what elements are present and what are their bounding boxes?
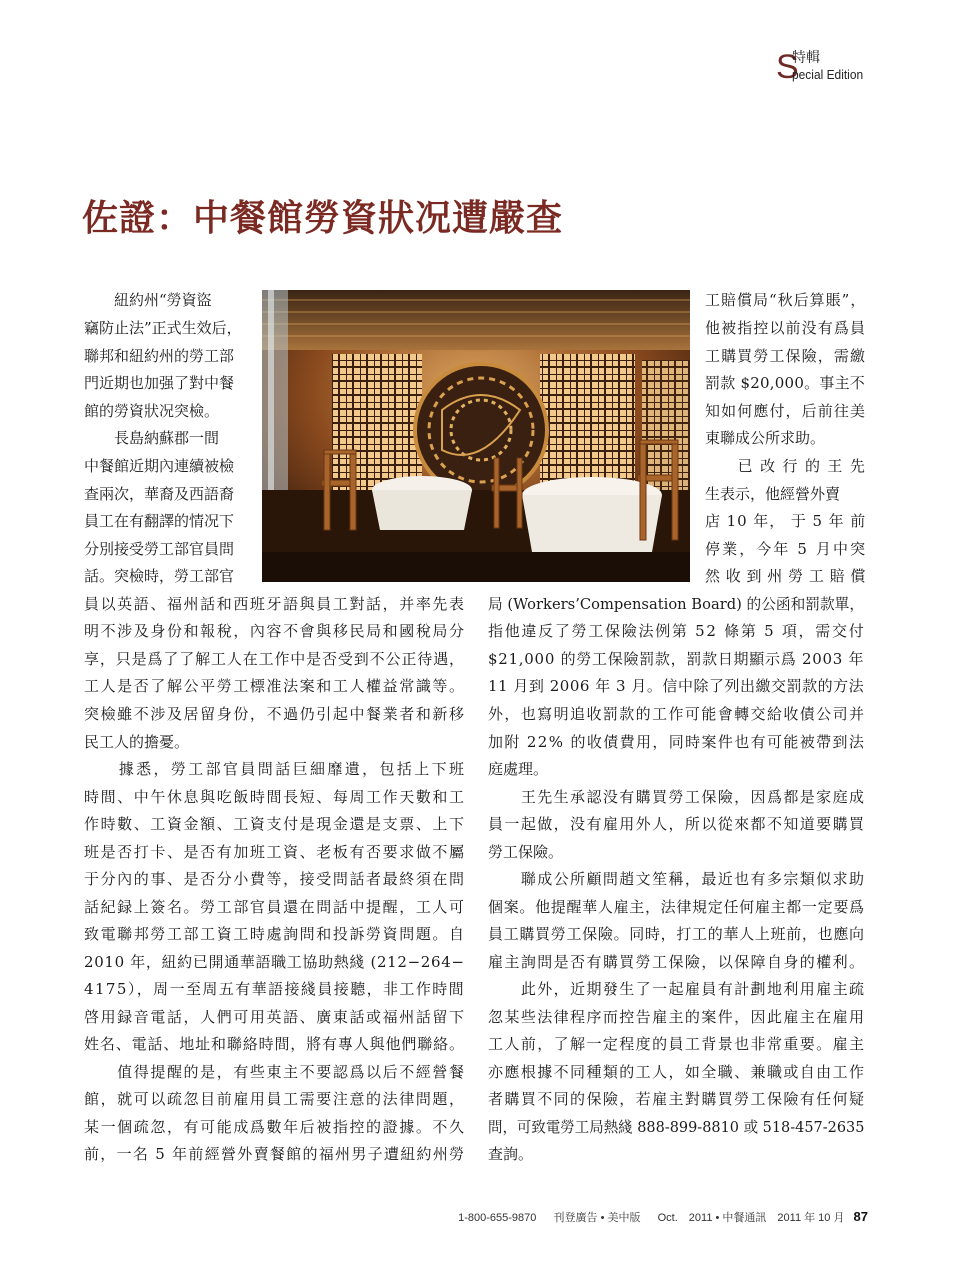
text-line: 明不涉及身份和報稅，內容不會與移民局和國稅局分 <box>84 622 466 640</box>
text-line: 然 收 到 州 勞 工 賠 償 <box>705 567 866 585</box>
text-line: 竊防止法”正式生效后， <box>84 319 242 337</box>
text-line: 館的勞資狀况突檢。 <box>84 402 220 420</box>
text-line: 工購買勞工保險，需繳 <box>705 347 867 365</box>
text-line: 某一個疏忽，有可能成爲數年后被指控的證據。不久 <box>84 1118 466 1136</box>
text-line: 他被指控以前没有爲員 <box>705 319 867 337</box>
text-line: 停業，今年 5 月中突 <box>705 540 868 558</box>
text-line: 于分內的事、是否分小費等，接受問話者最終須在問 <box>84 870 466 888</box>
text-line: 員工購買勞工保險。同時，打工的華人上班前，也應向 <box>488 925 865 943</box>
text-line: 工人前，了解一定程度的員工背景也非常重要。雇主 <box>488 1035 866 1053</box>
text-line: 店 10 年， 于 5 年 前 <box>705 512 867 530</box>
text-line: 啓用録音電話，人們可用英語、廣東話或福州話留下 <box>84 1008 466 1026</box>
text-line: 突檢雖不涉及居留身份，不過仍引起中餐業者和新移 <box>84 705 466 723</box>
text-line: 4175），周一至周五有華語接綫員接聽，非工作時間 <box>84 980 466 998</box>
text-line: 庭處理。 <box>488 760 549 778</box>
text-line: 此外，近期發生了一起雇員有計劃地利用雇主疏 <box>488 980 866 998</box>
text-line: 話紀録上簽名。勞工部官員還在問話中提醒，工人可 <box>84 898 466 916</box>
text-line: 工人是否了解公平勞工標准法案和工人權益常識等。 <box>84 677 466 695</box>
text-line: 東聯成公所求助。 <box>705 429 826 447</box>
text-line: 查詢。 <box>488 1145 534 1163</box>
text-line: 分別接受勞工部官員問 <box>84 540 235 558</box>
text-line: 局 (Workers’Compensation Board) 的公函和罰款單， <box>488 595 865 613</box>
text-line: 生表示，他經營外賣 <box>705 485 841 503</box>
text-line: 雇主詢問是否有購買勞工保險，以保障自身的權利。 <box>488 953 866 971</box>
text-line: 員一起做，没有雇用外人，所以從來都不知道要購買 <box>488 815 866 833</box>
text-line: 者購買不同的保險，若雇主對購買勞工保險有任何疑 <box>488 1090 866 1108</box>
restaurant-photo <box>262 290 690 582</box>
footer-phone: 1-800-655-9870 <box>458 1212 537 1224</box>
text-line: $21,000 的勞工保險罰款，罰款日期顯示爲 2003 年 <box>488 650 865 668</box>
page-footer <box>458 1209 868 1226</box>
text-line: 致電聯邦勞工部工資工時處詢問和投訴勞資問題。自 <box>84 925 466 943</box>
text-line: 時間、中午休息與吃飯時間長短、每周工作天數和工 <box>84 788 466 806</box>
text-line: 忽某些法律程序而控告雇主的案件，因此雇主在雇用 <box>488 1008 866 1026</box>
text-line: 罰款 $20,000。事主不 <box>705 374 866 392</box>
footer-ad-label: 刊登廣告 • 美中版 <box>553 1212 641 1224</box>
text-line: 作時數、工資金額、工資支付是現金還是支票、上下 <box>84 815 466 833</box>
text-line: 中餐館近期內連續被檢 <box>84 457 235 475</box>
text-line: 指他違反了勞工保險法例第 52 條第 5 項，需交付 <box>488 622 866 640</box>
text-line: 話。突檢時，勞工部官 <box>84 567 235 585</box>
text-line: 館，就可以疏忽目前雇用員工需要注意的法律問題， <box>84 1090 466 1108</box>
text-line: 11 月到 2006 年 3 月。信中除了列出繳交罰款的方法 <box>488 677 865 695</box>
text-line: 享，只是爲了了解工人在工作中是否受到不公正待遇， <box>84 650 465 668</box>
text-line: 員以英語、福州話和西班牙語與員工對話，并率先表 <box>84 595 466 613</box>
text-line: 個案。他提醒華人雇主，法律規定任何雇主都一定要爲 <box>488 898 865 916</box>
section-tag <box>776 48 896 88</box>
restaurant-photo-illustration <box>262 290 690 582</box>
text-line: 問，可致電勞工局熱綫 888-899-8810 或 518-457-2635 <box>488 1118 865 1136</box>
page-number: 87 <box>853 1209 868 1224</box>
text-line: 王先生承認没有購買勞工保險，因爲都是家庭成 <box>488 788 866 806</box>
text-line: 已 改 行 的 王 先 <box>705 457 867 475</box>
text-line: 聯邦和紐約州的勞工部 <box>84 347 235 365</box>
text-line: 查兩次，華裔及西語裔 <box>84 485 235 503</box>
text-line: 工賠償局“秋后算賬”， <box>705 291 867 309</box>
section-title-zh: 特輯 <box>792 50 820 66</box>
text-line: 加附 22% 的收債費用，同時案件也有可能被帶到法 <box>488 733 866 751</box>
text-line: 知如何應付，后前往美 <box>705 402 867 420</box>
text-line: 據悉，勞工部官員問話巨細靡遺，包括上下班 <box>84 760 467 778</box>
text-line: 前，一名 5 年前經營外賣餐館的福州男子遭紐約州勞 <box>84 1145 466 1163</box>
text-line: 紐約州“勞資盜 <box>84 291 212 309</box>
text-line: 勞工保險。 <box>488 843 564 861</box>
article-headline: 佐證：中餐館勞資狀况遭嚴查 <box>82 197 564 239</box>
text-line: 民工人的擔憂。 <box>84 733 190 751</box>
footer-issue: Oct. 2011 • 中餐通訊 2011 年 10 月 <box>657 1212 845 1224</box>
text-line: 值得提醒的是，有些東主不要認爲以后不經營餐 <box>84 1063 466 1081</box>
text-line: 2010 年，紐約已開通華語職工協助熱綫 (212−264− <box>84 953 465 971</box>
text-line: 長島納蘇郡一間 <box>84 429 220 447</box>
text-line: 員工在有翻譯的情况下 <box>84 512 235 530</box>
section-letter: S <box>776 48 799 86</box>
section-title-en: pecial Edition <box>792 67 864 82</box>
text-line: 亦應根據不同種類的工人，如全職、兼職或自由工作 <box>488 1063 866 1081</box>
text-line: 班是否打卡、是否有加班工資、老板有否要求做不屬 <box>84 843 466 861</box>
text-line: 聯成公所顧問趙文笙稱，最近也有多宗類似求助 <box>488 870 866 888</box>
text-line: 姓名、電話、地址和聯絡時間，將有專人與他們聯絡。 <box>84 1035 465 1053</box>
text-line: 門近期也加强了對中餐 <box>84 374 235 392</box>
text-line: 外，也寫明追收罰款的工作可能會轉交給收債公司并 <box>488 705 866 723</box>
